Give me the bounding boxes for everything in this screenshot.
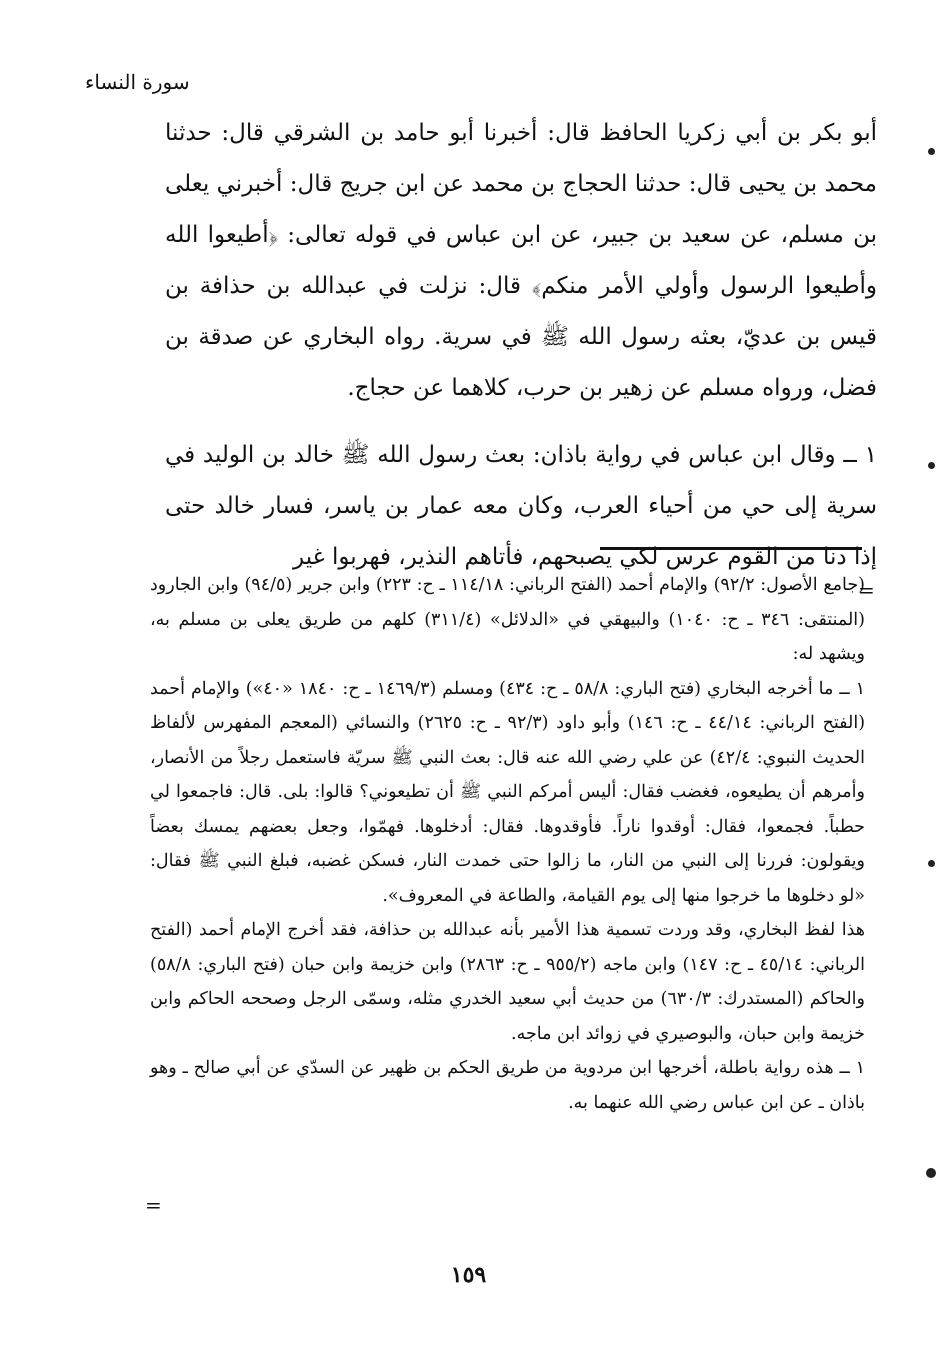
footnote-paragraph-2: ١ ــ ما أخرجه البخاري (فتح الباري: ٥٨/٨ ـ ح: ٤٣٤) ومسلم (١٤٦٩/٣ ـ ح: ١٨٤٠ «٤٠») والإمام أحمد (الفتح الرباني: ٤٤/١٤ ـ ح: ١٤٦) وأبو داود (٩٢/٣ ـ ح: ٢٦٢٥) والنسائي (المعجم المفهرس لألفاظ الحديث النبوي: ٤٢/٤) عن علي رضي الله عنه قال: بعث النبي ﷺ سريّة فاستعمل رجلاً من الأنصار، وأمرهم أن يطيعوه، فغضب فقال: أليس أمركم النبي ﷺ أن تطيعوني؟ قالوا: بلى. قال: فاجمعوا لي حطباً. فجمعوا، فقال: أوقدوا ناراً. فأوقدوها. فقال: أدخلوها. فهمّوا، وجعل بعضهم يمسك بعضاً ويقولون: فررنا إلى النبي من النار، ما زالوا حتى خمدت النار، فسكن غضبه، فبلغ النبي ﷺ فقال: «لو دخلوها ما خرجوا منها إلى يوم القيامة، والطاعة في المعروف». [150, 678, 866, 906]
margin-dot [928, 148, 935, 155]
footnote-end-mark: = [145, 1193, 162, 1217]
footnote-separator [600, 547, 862, 550]
footnote-paragraph-3: هذا لفظ البخاري، وقد وردت تسمية هذا الأمير بأنه عبدالله بن حذافة، فقد أخرج الإمام أحمد (الفتح الرباني: ٤٥/١٤ ـ ح: ١٤٧) وابن ماجه (٩٥٥/٢ ـ ح: ٢٨٦٣) وابن خزيمة وابن حبان (فتح الباري: ٥٨/٨) والحاكم (المستدرك: ٦٣٠/٣) من حديث أبي سعيد الخدري مثله، وسمّى الرجل وصححه الحاكم وابن خزيمة وابن حبان، والبوصيري في زوائد ابن ماجه. [150, 920, 865, 1044]
page-number: ١٥٩ [450, 1262, 487, 1288]
main-paragraph-2: ١ ــ وقال ابن عباس في رواية باذان: بعث رسول الله ﷺ خالد بن الوليد في سرية إلى حي من أحياء العرب، وكان معه عمار بن ياسر، فسار خالد حتى إذا دنا من القوم عرس لكي يصبحهم، فأتاهم النذير، فهربوا غير [165, 442, 877, 570]
footnote-paragraph-1: (جامع الأصول: ٩٢/٢) والإمام أحمد (الفتح الرباني: ١١٤/١٨ ـ ح: ٢٢٣) وابن جرير (٩٤/٥) وابن الجارود (المنتقى: ٣٤٦ ـ ح: ١٠٤٠) والبيهقي في «الدلائل» (٣١١/٤) كلهم من طريق يعلى بن مسلم به، ويشهد له: [150, 575, 865, 664]
main-text [165, 108, 877, 583]
margin-dot [928, 860, 935, 867]
margin-dot [926, 1168, 936, 1178]
footnotes [150, 568, 865, 1120]
main-paragraph-1: أبو بكر بن أبي زكريا الحافظ قال: أخبرنا أبو حامد بن الشرقي قال: حدثنا محمد بن يحيى قال: حدثنا الحجاج بن محمد عن ابن جريج قال: أخبرني يعلى بن مسلم، عن سعيد بن جبير، عن ابن عباس في قوله تعالى: ﴿أطيعوا الله وأطيعوا الرسول وأولي الأمر منكم﴾ قال: نزلت في عبدالله بن حذافة بن قيس بن عديّ، بعثه رسول الله ﷺ في سرية. رواه البخاري عن صدقة بن فضل، ورواه مسلم عن زهير بن حرب، كلاهما عن حجاج. [165, 120, 877, 401]
margin-dot [928, 462, 935, 469]
footnote-paragraph-4: ١ ــ هذه رواية باطلة، أخرجها ابن مردوية من طريق الحكم بن ظهير عن السدّي عن أبي صالح ـ وهو باذان ـ عن ابن عباس رضي الله عنهما به. [150, 1058, 865, 1113]
running-header: سورة النساء [85, 70, 190, 94]
footnote-continuation-mark: = [858, 578, 875, 602]
